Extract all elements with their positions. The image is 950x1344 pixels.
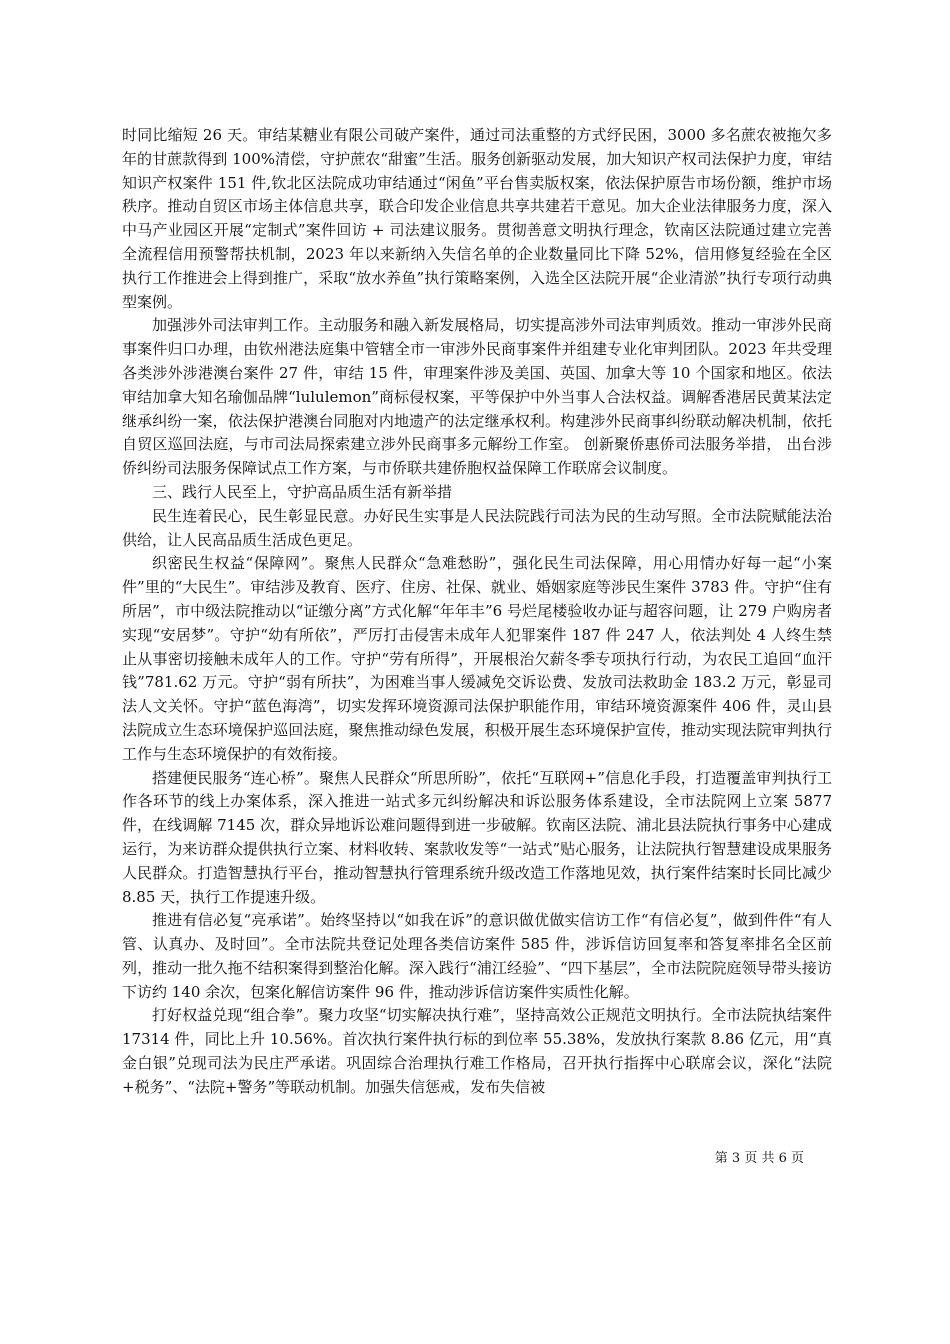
paragraph-protection-net: 织密民生权益“保障网”。聚焦人民群众“急难愁盼”，强化民生司法保障，用心用情办好每一起“小案件”里的“大民生”。审结涉及教育、医疗、住房、社保、就业、婚姻家庭等涉民生案件 3783 件。守护“住有所居”，市中级法院推动以“证缴分离”方式化解“年年丰”6 号烂尾楼验收办证与超容问题，让 279 户购房者实现“安居梦”。守护“幼有所依”，严厉打击侵害未成年人犯罪案件 187 件 247 人，依法判处 4 人终生禁止从事密切接触未成年人的工作。守护“劳有所得”，开展根治欠薪冬季专项执行行动，为农民工追回“血汗钱”781.62 万元。守护“弱有所扶”，为困难当事人缓减免交诉讼费、发放司法救助金 183.2 万元，彰显司法人文关怀。守护“蓝色海湾”，切实发挥环境资源司法保护职能作用，审结环境资源案件 406 件，灵山县法院成立生态环境保护巡回法庭，聚焦推动绿色发展，积极开展生态环境保护宣传，推动实现法院审判执行工作与生态环境保护的有效衔接。 bbox=[122, 554, 832, 763]
paragraph-service-bridge: 搭建便民服务“连心桥”。聚焦人民群众“所思所盼”，依托“互联网+”信息化手段，打造覆盖审判执行工作各环节的线上办案体系，深入推进一站式多元纠纷解决和诉讼服务体系建设，全市法院网上立案 5877 件，在线调解 7145 次，群众异地诉讼难问题得到进一步破解。钦南区法院、浦北县法院执行事务中心建成运行，为来访群众提供执行立案、材料收转、案款收发等“一站式”贴心服务，让法院执行智慧建设成果服务人民群众。打造智慧执行平台，推动智慧执行管理系统升级改造工作落地见效，执行案件结案时长同比减少 8.85 天，执行工作提速升级。 bbox=[122, 768, 832, 906]
page-number: 第 3 页 共 6 页 bbox=[714, 1151, 804, 1166]
document-body bbox=[122, 124, 832, 1100]
paragraph-petition-reply: 推进有信必复“亮承诺”。始终坚持以“如我在诉”的意识做优做实信访工作“有信必复”，做到件件“有人管、认真办、及时回”。全市法院共登记处理各类信访案件 585 件，涉诉信访回复率和答复率排名全区前列，推动一批久拖不结积案得到整治化解。深入践行“浦江经验”、“四下基层”，全市法院院庭领导带头接访下访约 140 余次，包案化解信访案件 96 件，推动涉诉信访案件实质性化解。 bbox=[122, 911, 832, 1001]
paragraph-continuation: 时同比缩短 26 天。审结某糖业有限公司破产案件，通过司法重整的方式纾民困，3000 多名蔗农被拖欠多年的甘蔗款得到 100%清偿，守护蔗农“甜蜜”生活。服务创新驱动发展，加大知识产权司法保护力度，审结知识产权案件 151 件,钦北区法院成功审结通过“闲鱼”平台售卖版权案，依法保护原告市场份额，维护市场秩序。推动自贸区市场主体信息共享，联合印发企业信息共享共建若干意见。加大企业法律服务力度，深入中马产业园区开展“定制式”案件回访 + 司法建议服务。贯彻善意文明执行理念，钦南区法院通过建立完善全流程信用预警帮扶机制，2023 年以来新纳入失信名单的企业数量同比下降 52%，信用修复经验在全区执行工作推进会上得到推广，采取“放水养鱼”执行策略案例，入选全区法院开展“企业清淤”执行专项行动典型案例。 bbox=[122, 126, 832, 311]
paragraph-livelihood-intro: 民生连着民心，民生彰显民意。办好民生实事是人民法院践行司法为民的生动写照。全市法院赋能法治供给，让人民高品质生活成色更足。 bbox=[122, 506, 832, 549]
paragraph-foreign-trial: 加强涉外司法审判工作。主动服务和融入新发展格局，切实提高涉外司法审判质效。推动一审涉外民商事案件归口办理，由钦州港法庭集中管辖全市一审涉外民商事案件并组建专业化审判团队。2023 年共受理各类涉外涉港澳台案件 27 件，审结 15 件，审理案件涉及美国、英国、加拿大等 10 个国家和地区。依法审结加拿大知名瑜伽品牌“lululemon”商标侵权案，平等保护中外当事人合法权益。调解香港居民黄某法定继承纠纷一案，依法保护港澳台同胞对内地遗产的法定继承权利。构建涉外民商事纠纷联动解决机制，依托自贸区巡回法庭，与市司法局探索建立涉外民商事多元解纷工作室。 创新聚侨惠侨司法服务举措， 出台涉侨纠纷司法服务保障试点工作方案，与市侨联共建侨胞权益保障工作联席会议制度。 bbox=[122, 316, 832, 478]
section-heading-3: 三、践行人民至上，守护高品质生活有新举措 bbox=[152, 482, 453, 501]
paragraph-enforcement: 打好权益兑现“组合拳”。聚力攻坚“切实解决执行难”，坚持高效公正规范文明执行。全市法院执结案件 17314 件，同比上升 10.56%。首次执行案件执行标的到位率 55.38%，发放执行案款 8.86 亿元，用“真金白银”兑现司法为民庄严承诺。巩固综合治理执行难工作格局，召开执行指挥中心联席会议，深化“法院+税务”、“法院+警务”等联动机制。加强失信惩戒，发布失信被 bbox=[122, 1006, 832, 1096]
